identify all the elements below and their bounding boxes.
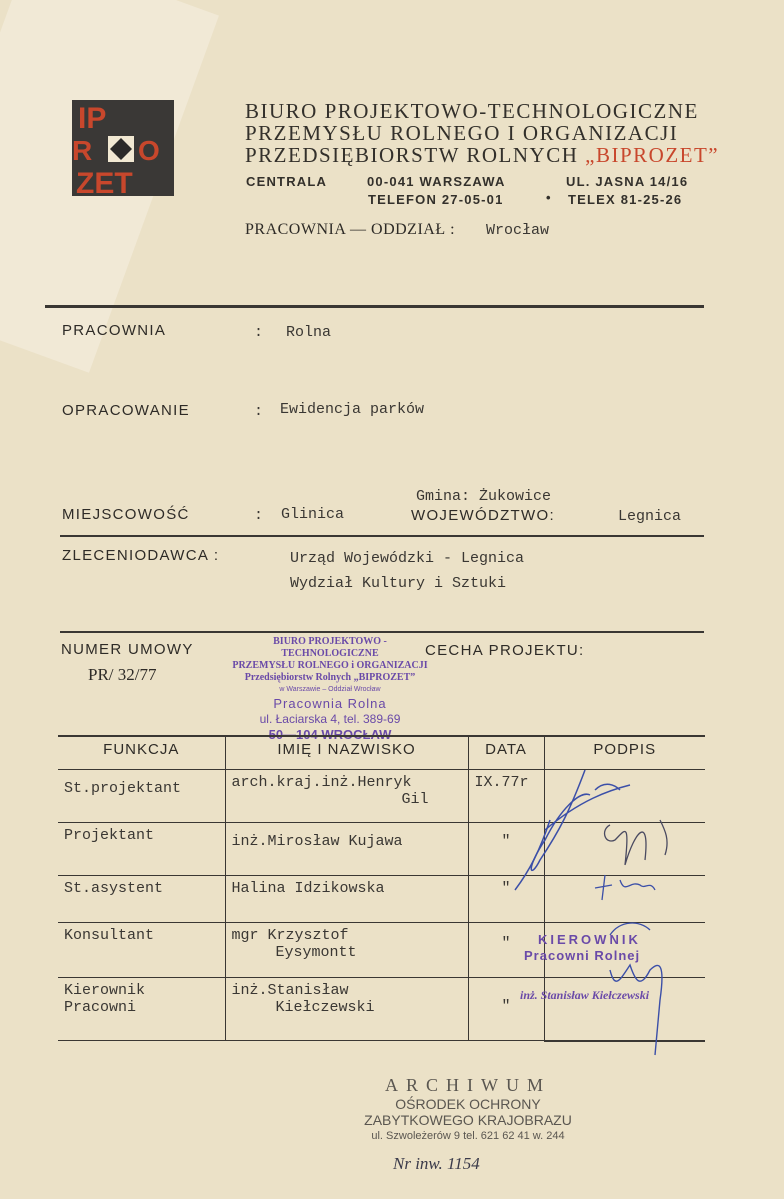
svg-text:R: R <box>72 135 93 166</box>
kierownik-stamp-title: KIEROWNIK <box>538 932 641 947</box>
name-line1: arch.kraj.inż.Henryk <box>231 774 412 791</box>
funkcja-cell: Projektant <box>58 823 225 876</box>
kierownik-stamp-name: inż. Stanisław Kiełczewski <box>520 988 650 1002</box>
letterhead-line2: PRZEMYSŁU ROLNEGO I ORGANIZACJI <box>245 121 679 145</box>
letterhead-line3-text: PRZEDSIĘBIORSTW ROLNYCH <box>245 143 579 167</box>
biprozet-office-stamp <box>225 636 435 742</box>
gmina: Gmina: Żukowice <box>416 488 552 505</box>
header-data: DATA <box>468 736 544 770</box>
pracownia-label: PRACOWNIA <box>62 322 167 339</box>
name-line1: Halina Idzikowska <box>231 880 385 897</box>
archive-address: ul. Szwoleżerów 9 tel. 621 62 41 w. 244 <box>371 1130 565 1142</box>
oddzial-value: Wrocław <box>486 222 550 239</box>
telefon: TELEFON 27-05-01 <box>368 192 504 207</box>
stamp-line4: w Warszawie – Oddział Wrocław <box>279 686 381 693</box>
archive-stamp <box>338 1075 598 1142</box>
name-line2: Eysymontt <box>275 944 357 961</box>
address-city: 00-041 WARSZAWA <box>367 174 506 189</box>
address-street: UL. JASNA 14/16 <box>566 174 689 189</box>
funkcja-cell: Kierownik Pracowni <box>58 978 225 1041</box>
zleceniodawca-line2: Wydział Kultury i Sztuki <box>290 575 507 592</box>
name-line2: Gil <box>401 791 429 808</box>
data-cell: IX.77r <box>468 770 544 823</box>
archive-line2: OŚRODEK OCHRONY <box>395 1096 541 1112</box>
divider <box>45 305 704 308</box>
header-funkcja: FUNKCJA <box>58 736 225 770</box>
archive-line3: ZABYTKOWEGO KRAJOBRAZU <box>364 1112 572 1128</box>
stamp-line7: 50—104 WROCŁAW <box>268 727 392 742</box>
biprozet-logo <box>72 100 174 196</box>
funkcja-cell: St.projektant <box>58 770 225 823</box>
divider <box>60 631 704 633</box>
svg-text:ZET: ZET <box>76 167 133 196</box>
numer-umowy-value: PR/ 32/77 <box>88 665 157 684</box>
wojewodztwo-label: WOJEWÓDZTWO: <box>411 507 555 524</box>
data-cell: " <box>468 978 544 1041</box>
data-cell: " <box>468 823 544 876</box>
stamp-line5: Pracownia Rolna <box>273 696 387 711</box>
archive-title: ARCHIWUM <box>385 1075 551 1095</box>
name-line1: inż.Stanisław <box>231 982 349 999</box>
miejscowosc-value: Glinica <box>281 506 345 523</box>
name-cell <box>225 876 468 923</box>
name-cell <box>225 923 468 978</box>
colon: : <box>254 403 264 420</box>
svg-text:IP: IP <box>78 102 107 135</box>
header-imie-nazwisko: IMIĘ I NAZWISKO <box>225 736 468 770</box>
telex: TELEX 81-25-26 <box>568 192 683 207</box>
name-line1: mgr Krzysztof <box>231 927 349 944</box>
pracownia-value: Rolna <box>286 324 332 341</box>
stamp-line2: PRZEMYSŁU ROLNEGO i ORGANIZACJI <box>232 660 428 671</box>
svg-text:O: O <box>138 135 160 166</box>
bullet-separator: • <box>546 190 552 205</box>
opracowanie-label: OPRACOWANIE <box>62 402 190 419</box>
letterhead-title <box>245 100 719 166</box>
name-cell <box>225 823 468 876</box>
funkcja-cell: Konsultant <box>58 923 225 978</box>
funkcja-cell: St.asystent <box>58 876 225 923</box>
miejscowosc-label: MIEJSCOWOŚĆ <box>62 506 190 523</box>
numer-umowy-label: NUMER UMOWY <box>61 641 194 658</box>
colon: : <box>254 324 264 341</box>
centrala-label: CENTRALA <box>246 174 328 189</box>
data-cell: " <box>468 923 544 978</box>
opracowanie-value: Ewidencja parków <box>280 401 425 418</box>
stamp-line1: BIURO PROJEKTOWO - TECHNOLOGICZNE <box>273 636 387 659</box>
zleceniodawca-label: ZLECENIODAWCA : <box>62 547 220 564</box>
letterhead-line1: BIURO PROJEKTOWO-TECHNOLOGICZNE <box>245 99 699 123</box>
data-cell: " <box>468 876 544 923</box>
inventory-number: Nr inw. 1154 <box>393 1154 480 1173</box>
cecha-projektu-label: CECHA PROJEKTU: <box>425 642 585 659</box>
table-header-row <box>58 736 705 770</box>
wojewodztwo-value: Legnica <box>618 508 682 525</box>
header-podpis: PODPIS <box>544 736 705 770</box>
name-cell <box>225 770 468 823</box>
letterhead-line3 <box>245 144 719 166</box>
divider <box>60 535 704 537</box>
colon: : <box>254 507 264 524</box>
zleceniodawca-line1: Urząd Wojewódzki - Legnica <box>290 550 525 567</box>
brand-name: „BIPROZET” <box>585 143 720 167</box>
stamp-line3: Przedsiębiorstw Rolnych „BIPROZET” <box>244 672 416 683</box>
name-cell <box>225 978 468 1041</box>
oddzial-label: PRACOWNIA — ODDZIAŁ : <box>245 221 456 238</box>
name-line1: inż.Mirosław Kujawa <box>231 833 403 850</box>
name-line2: Kiełczewski <box>275 999 375 1016</box>
kierownik-stamp-subtitle: Pracowni Rolnej <box>524 948 641 963</box>
stamp-line6: ul. Łaciarska 4, tel. 389-69 <box>259 712 401 726</box>
handwritten-signatures <box>500 770 700 1060</box>
